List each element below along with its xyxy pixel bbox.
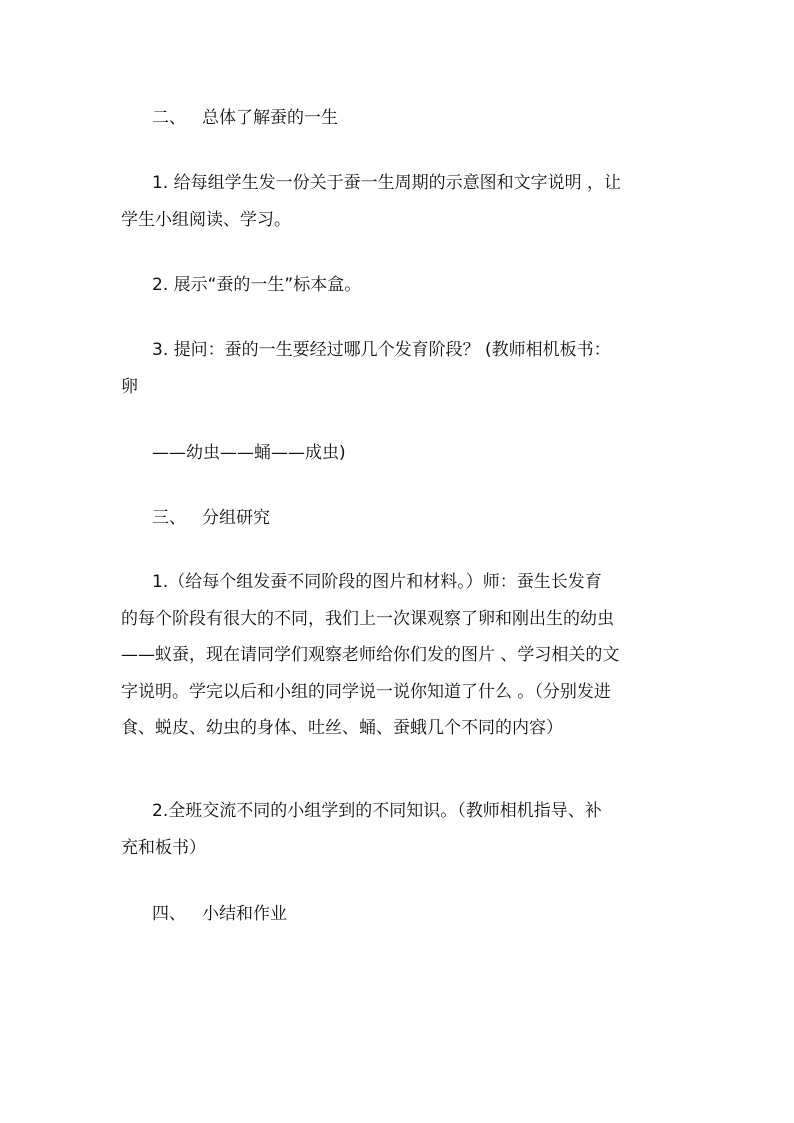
paragraph-line: ——蚁蚕，现在请同学们观察老师给你们发的图片 、学习相关的文 — [121, 645, 620, 665]
paragraph-line: 3. 提问：蚕的一生要经过哪几个发育阶段？ (教师相机板书： — [152, 340, 611, 360]
paragraph-line: ——幼虫——蛹——成虫) — [152, 443, 346, 463]
paragraph-line: 2.全班交流不同的小组学到的不同知识。（教师相机指导、补 — [152, 801, 602, 821]
section-title: 小结和作业 — [202, 904, 287, 924]
section-number: 二、 — [152, 108, 186, 128]
paragraph-line: 卵 — [121, 377, 138, 397]
section-number: 三、 — [152, 508, 186, 528]
section-heading-2 — [152, 107, 712, 129]
section-heading-4 — [152, 903, 712, 925]
paragraph-line: 字说明。学完以后和小组的同学说一说你知道了什么 。（分别发进 — [121, 682, 611, 702]
section-title: 总体了解蚕的一生 — [202, 108, 338, 128]
section-title: 分组研究 — [202, 508, 270, 528]
paragraph-line: 2. 展示“蚕的一生”标本盒。 — [152, 275, 362, 295]
paragraph-line: 充和板书） — [121, 838, 206, 858]
section-number: 四、 — [152, 904, 186, 924]
paragraph-line: 学生小组阅读、学习。 — [121, 210, 291, 230]
paragraph-line: 1.（给每个组发蚕不同阶段的图片和材料。）师：蚕生长发育 — [152, 572, 602, 592]
paragraph-line: 食、蜕皮、幼虫的身体、吐丝、蛹、蚕蛾几个不同的内容） — [121, 718, 563, 738]
paragraph-line: 的每个阶段有很大的不同，我们上一次课观察了卵和刚出生的幼虫 — [121, 609, 614, 629]
paragraph-line: 1. 给每组学生发一份关于蚕一生周期的示意图和文字说明 ，让 — [152, 173, 622, 193]
section-heading-3 — [152, 507, 712, 529]
